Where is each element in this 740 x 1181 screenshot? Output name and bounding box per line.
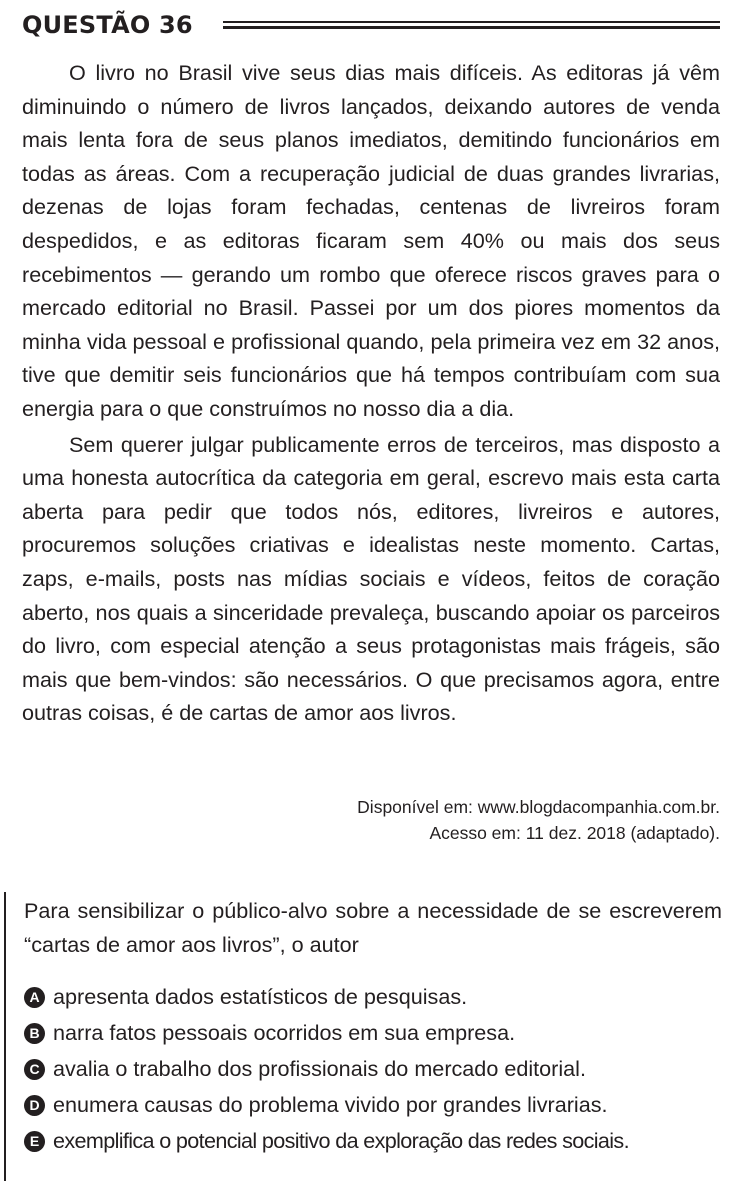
- question-stem: Para sensibilizar o público-alvo sobre a necessidade de se escreverem “cartas de amor aos livros”, o autor: [24, 898, 722, 957]
- support-paragraph-1: O livro no Brasil vive seus dias mais difíceis. As editoras já vêm diminuindo o número de livros lançados, deixando autores de venda mais lenta fora de seus planos imediatos, demitindo funcionários em todas as áreas. Com a recuperação judicial de duas grandes livrarias, dezenas de lojas foram fechadas, centenas de livreiros foram despedidos, e as editoras ficaram sem 40% ou mais dos seus recebimentos — gerando um rombo que oferece riscos graves para o mercado editorial no Brasil. Passei por um dos piores momentos da minha vida pessoal e profissional quando, pela primeira vez em 32 anos, tive que demitir seis funcionários que há tempos contribuíam com sua energia para o que construímos no nosso dia a dia.: [22, 60, 720, 421]
- option-a[interactable]: [24, 979, 722, 1015]
- question-number-title: QUESTÃO 36: [22, 11, 193, 39]
- option-c[interactable]: [24, 1051, 722, 1087]
- header-double-rule: [223, 20, 720, 30]
- option-b-letter-badge: B: [24, 1023, 45, 1044]
- option-c-letter-badge: C: [24, 1059, 45, 1080]
- option-d-text: enumera causas do problema vivido por grandes livrarias.: [53, 1092, 608, 1118]
- option-a-letter-badge: A: [24, 987, 45, 1008]
- option-c-text: avalia o trabalho dos profissionais do mercado editorial.: [53, 1056, 586, 1082]
- option-d-letter-badge: D: [24, 1095, 45, 1116]
- answer-options: [24, 979, 722, 1159]
- question-block: [4, 892, 722, 1181]
- source-citation: [357, 794, 720, 846]
- option-b[interactable]: [24, 1015, 722, 1051]
- source-availability: Disponível em: www.blogdacompanhia.com.br.: [357, 797, 720, 817]
- option-a-text: apresenta dados estatísticos de pesquisas.: [53, 984, 468, 1010]
- option-d[interactable]: [24, 1087, 722, 1123]
- option-e-letter-badge: E: [24, 1131, 45, 1152]
- option-e[interactable]: [24, 1123, 722, 1159]
- option-b-text: narra fatos pessoais ocorridos em sua empresa.: [53, 1020, 516, 1046]
- support-paragraph-2: Sem querer julgar publicamente erros de terceiros, mas disposto a uma honesta autocrítica da categoria em geral, escrevo mais esta carta aberta para pedir que todos nós, editores, livreiros e autores, procuremos soluções criativas e idealistas neste momento. Cartas, zaps, e-mails, posts nas mídias sociais e vídeos, feitos de coração aberto, nos quais a sinceridade prevaleça, buscando apoiar os parceiros do livro, com especial atenção a seus protagonistas mais frágeis, são mais que bem-vindos: são necessários. O que precisamos agora, entre outras coisas, é de cartas de amor aos livros.: [22, 431, 720, 726]
- question-header: [22, 8, 720, 42]
- option-e-text: exemplifica o potencial positivo da exploração das redes sociais.: [53, 1128, 629, 1154]
- support-text: [22, 56, 720, 732]
- source-access-date: Acesso em: 11 dez. 2018 (adaptado).: [429, 823, 720, 843]
